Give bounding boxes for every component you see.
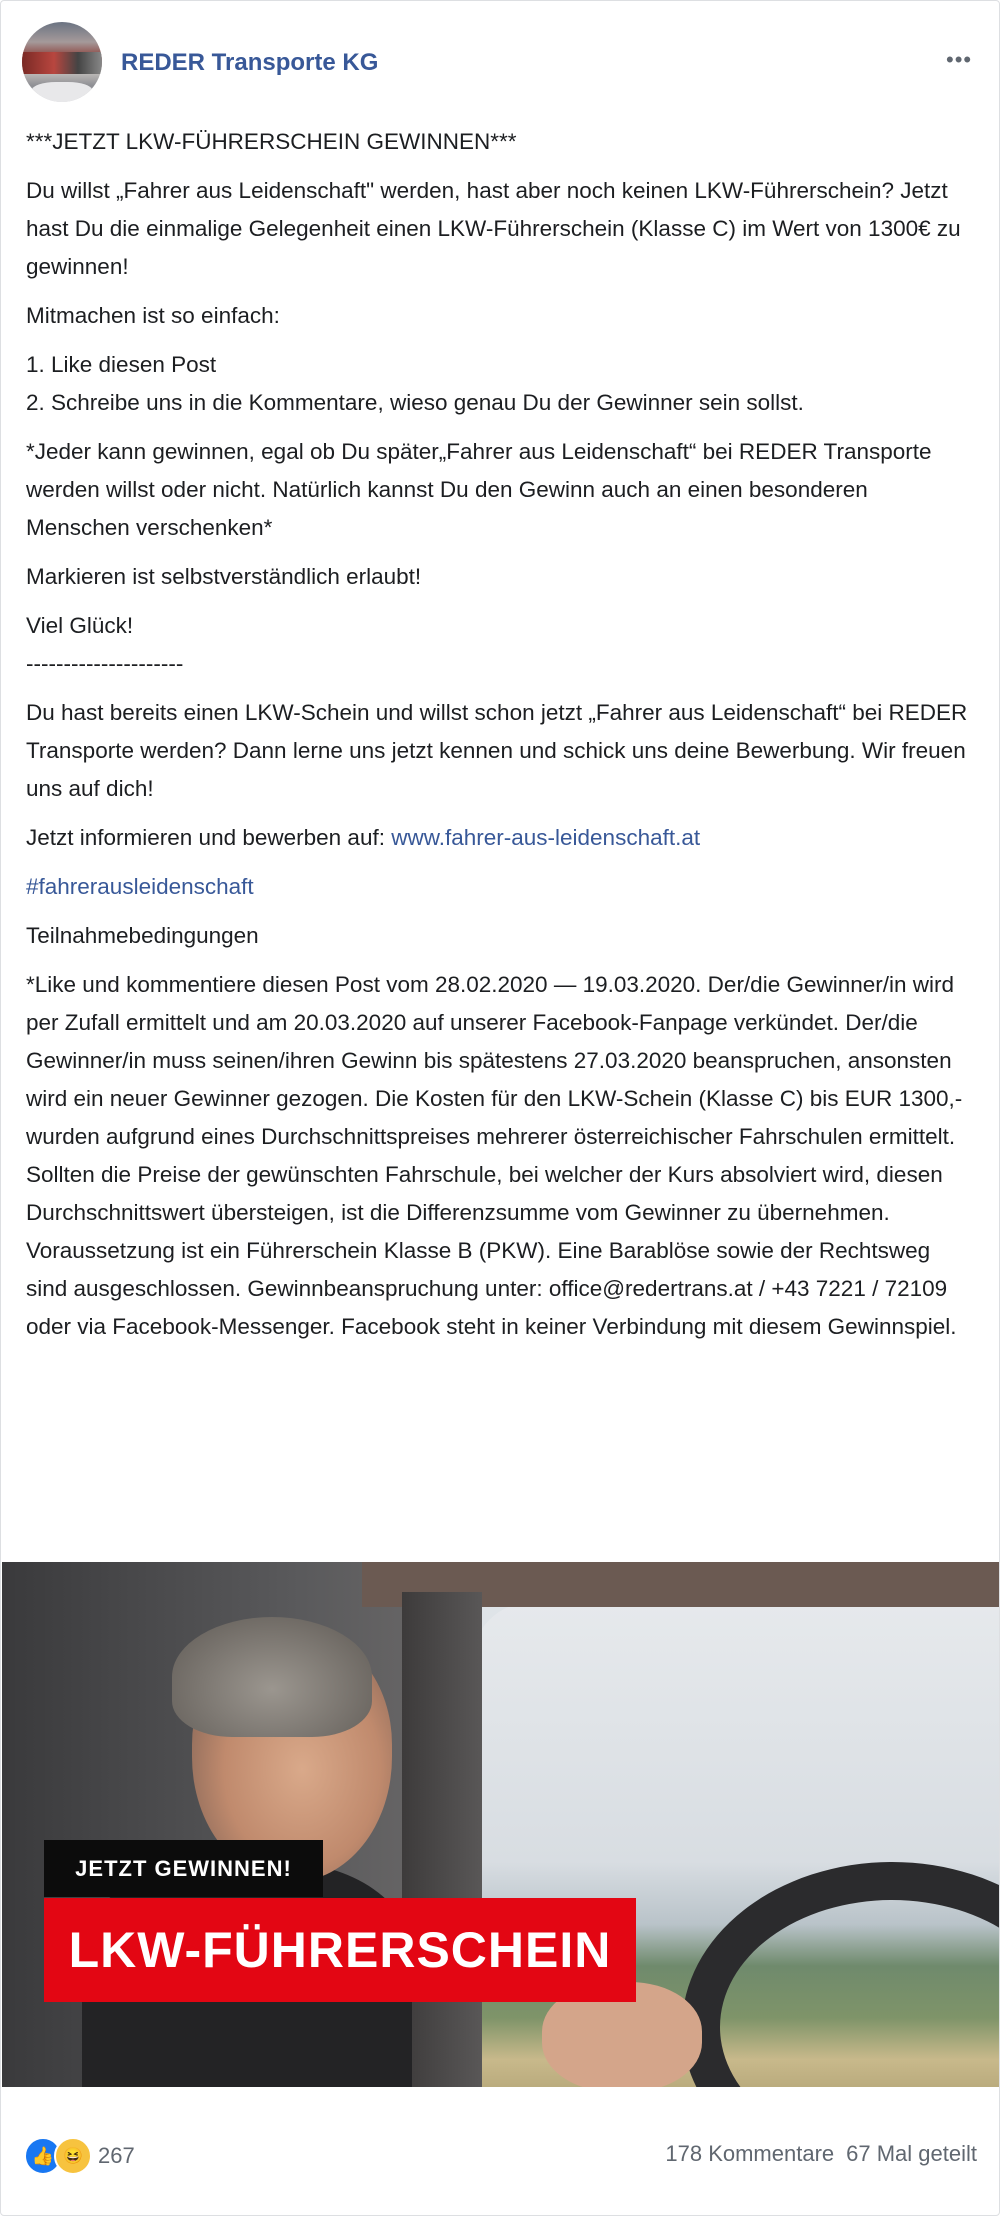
driver-hair bbox=[172, 1617, 372, 1737]
post-paragraph: Du hast bereits einen LKW-Schein und willst schon jetzt „Fahrer aus Leidenschaft“ bei REDER Transporte werden? Dann lerne uns jetzt kennen und schick uns deine Bewerbung. Wir freuen uns auf dich! bbox=[26, 700, 968, 801]
post-paragraph: Mitmachen ist so einfach: bbox=[26, 303, 280, 328]
post-steps: 1. Like diesen Post 2. Schreibe uns in die Kommentare, wieso genau Du der Gewinner sein sollst. bbox=[26, 352, 804, 415]
website-link[interactable]: www.fahrer-aus-leidenschaft.at bbox=[391, 825, 701, 850]
post-paragraph: Markieren ist selbstverständlich erlaubt! bbox=[26, 564, 422, 589]
post-paragraph: *Jeder kann gewinnen, egal ob Du später„Fahrer aus Leidenschaft“ bei REDER Transporte werden willst oder nicht. Natürlich kannst Du den Gewinn auch an einen besonderen Menschen verschenken* bbox=[26, 439, 932, 540]
post-paragraph: Du willst „Fahrer aus Leidenschaft" werden, hast aber noch keinen LKW-Führerschein? Jetzt hast Du die einmalige Gelegenheit einen LKW-Führerschein (Klasse C) im Wert von 1300€ zu gewinnen! bbox=[26, 178, 961, 279]
image-label-small: JETZT GEWINNEN! bbox=[44, 1840, 323, 1897]
apply-line bbox=[26, 819, 976, 857]
shares-count-link[interactable]: 67 Mal geteilt bbox=[846, 2141, 977, 2166]
post-headline: ***JETZT LKW-FÜHRERSCHEIN GEWINNEN*** bbox=[26, 129, 517, 154]
page-avatar[interactable] bbox=[22, 22, 102, 102]
reaction-count: 267 bbox=[98, 2143, 135, 2168]
image-label-big: LKW-FÜHRERSCHEIN bbox=[44, 1898, 636, 2002]
cab-pillar bbox=[402, 1592, 482, 2087]
post-footer bbox=[1, 2089, 999, 2215]
post-text bbox=[26, 123, 976, 1357]
apply-prefix: Jetzt informieren und bewerben auf: bbox=[26, 825, 392, 850]
terms-title: Teilnahmebedingungen bbox=[26, 923, 259, 948]
engagement-stats bbox=[653, 2141, 977, 2167]
more-options-icon[interactable]: ••• bbox=[946, 47, 973, 72]
terms-text: *Like und kommentiere diesen Post vom 28.02.2020 — 19.03.2020. Der/die Gewinner/in wird per Zufall ermittelt und am 20.03.2020 auf unserer Facebook-Fanpage verkündet. Der/die Gewinner/in muss seinen/ihren Gewinn bis spätestens 27.03.2020 beanspruchen, ansonsten wird ein neuer Gewinner gezogen. Die Kosten für den LKW-Schein (Klasse C) bis EUR 1300,- wurden aufgrund eines Durchschnittspreises mehrerer österreichischer Fahrschulen ermittelt. Sollten die Preise der gewünschten Fahrschule, bei welcher der Kurs absolviert wird, diesen Durchschnittswert übersteigen, ist die Differenzsumme vom Gewinner zu übernehmen. Voraussetzung ist ein Führerschein Klasse B (PKW). Eine Barablöse sowie der Rechtsweg sind ausgeschlossen. Gewinnbeanspruchung unter: office@redertrans.at / +43 7221 / 72109 oder via Facebook-Messenger. Facebook steht in keiner Verbindung mit diesem Gewinnspiel. bbox=[26, 972, 963, 1339]
post-paragraph: Viel Glück! --------------------- bbox=[26, 613, 184, 676]
reactions-summary[interactable] bbox=[24, 2137, 135, 2175]
post-image[interactable] bbox=[2, 1562, 999, 2087]
post-header bbox=[1, 1, 999, 111]
hashtag-link[interactable]: #fahrerausleidenschaft bbox=[26, 874, 254, 899]
like-reaction-icon: 👍 bbox=[24, 2137, 62, 2175]
page-name-link[interactable]: REDER Transporte KG bbox=[121, 49, 379, 76]
haha-reaction-icon: 😆 bbox=[54, 2137, 92, 2175]
comments-count-link[interactable]: 178 Kommentare bbox=[665, 2141, 835, 2166]
